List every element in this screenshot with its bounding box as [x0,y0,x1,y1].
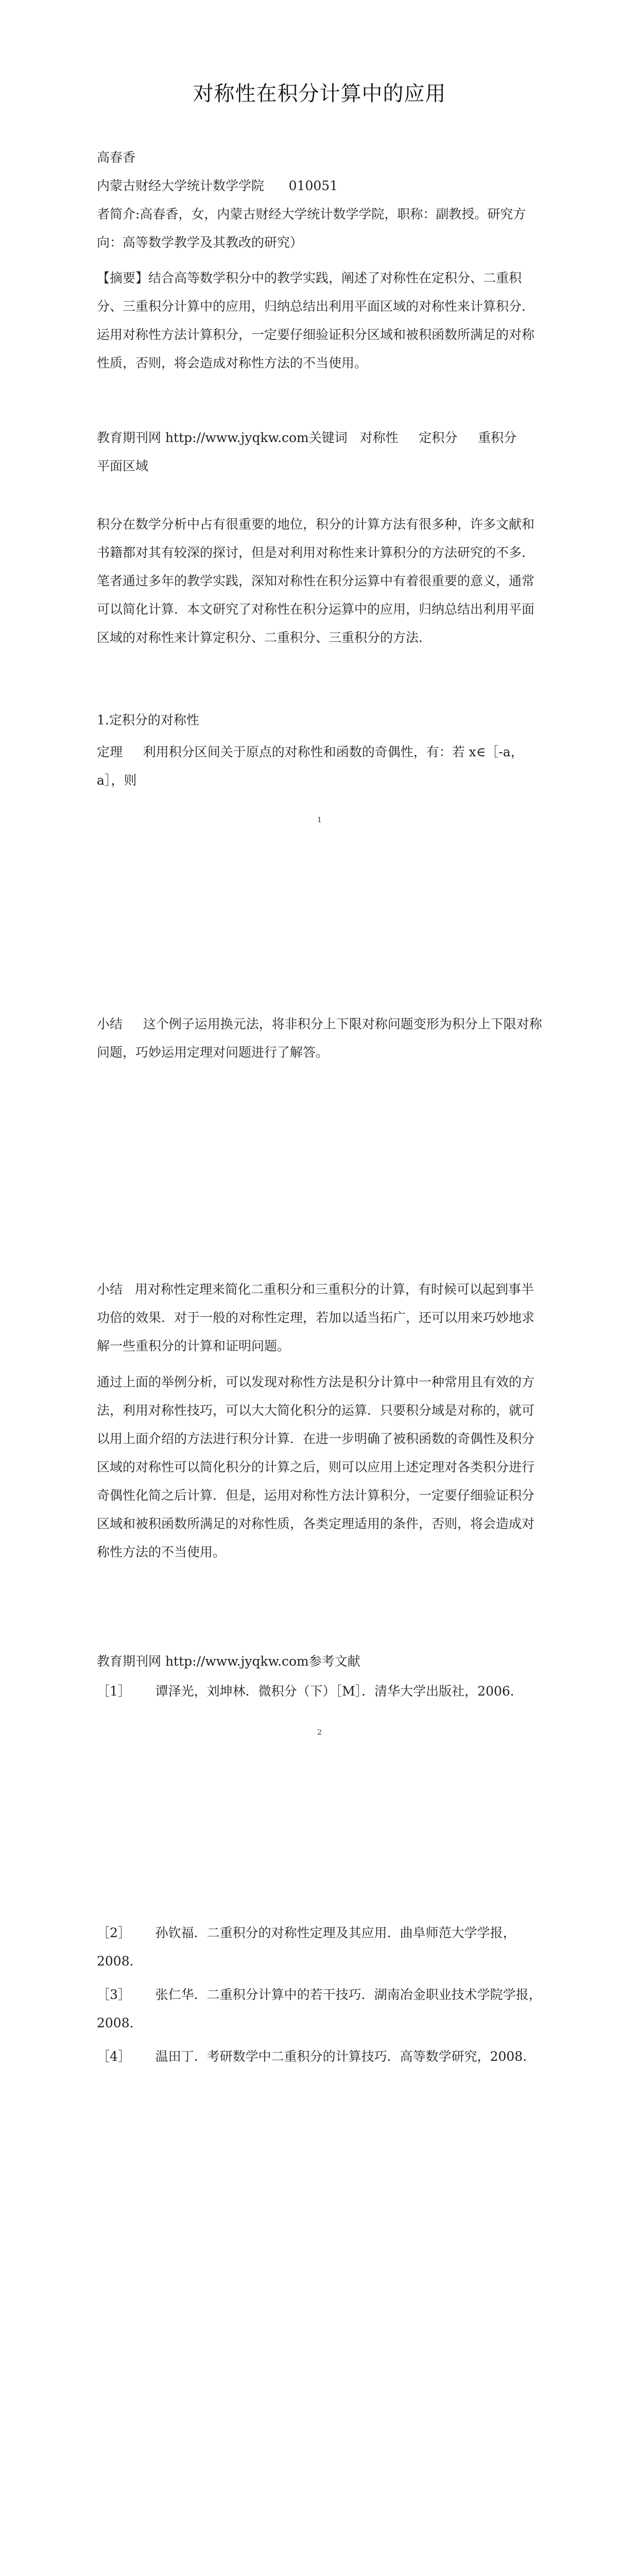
reference-item: ［4］ 温田丁．考研数学中二重积分的计算技巧．高等数学研究，2008． [97,2049,536,2064]
summary-paragraph: 小结 这个例子运用换元法，将非积分上下限对称问题变形为积分上下限对称问题，巧妙运用定理对问题进行了解答。 [97,1016,542,1060]
section-heading: 1.定积分的对称性 [97,713,199,727]
author-affiliation: 内蒙古财经大学统计数学学院 010051 [97,178,338,193]
author-name: 高春香 [97,150,136,165]
page-2 [0,904,639,1808]
page-number: 1 [317,816,322,824]
reference-item: ［2］ 孙钦福．二重积分的对称性定理及其应用．曲阜师范大学学报，2008． [97,1925,516,1969]
conclusion-paragraph: 通过上面的举例分析，可以发现对称性方法是积分计算中一种常用且有效的方法，利用对称性技巧，可以大大简化积分的运算．只要积分域是对称的，就可以用上面介绍的方法进行积分计算．在进一步明确了被积函数的奇偶性及积分区域的对称性可以简化积分的计算之后，则可以应用上述定理对各类积分进行奇偶性化简之后计算．但是，运用对称性方法计算积分，一定要仔细验证积分区域和被积函数所满足的对称性质，各类定理适用的条件，否则，将会造成对称性方法的不当使用。 [97,1375,535,1560]
abstract-paragraph: 【摘要】结合高等数学积分中的教学实践，阐述了对称性在定积分、二重积分、三重积分计算中的应用，归纳总结出利用平面区域的对称性来计算积分． 运用对称性方法计算积分，一定要仔细验证积分区域和被积函数所满足的对称性质，否则，将会造成对称性方法的不当使用。 [97,270,539,370]
reference-item: ［3］ 张仁华．二重积分计算中的若干技巧．湖南冶金职业技术学院学报，2008． [97,1987,542,2030]
theorem-statement: 定理 利用积分区间关于原点的对称性和函数的奇偶性，有：若 x∈［-a，a］，则 [97,744,524,788]
document-title: 对称性在积分计算中的应用 [193,82,446,106]
page-number: 2 [317,1728,322,1737]
summary-paragraph: 小结 用对称性定理来简化二重积分和三重积分的计算，有时候可以起到事半功倍的效果．对于一般的对称性定理，若加以适当拓广，还可以用来巧妙地求解一些重积分的计算和证明问题。 [97,1282,535,1353]
references-heading: 教育期刊网 http://www.jyqkw.com参考文献 [97,1654,360,1669]
author-bio: 者简介:高春香，女，内蒙古财经大学统计数学学院，职称：副教授。研究方向：高等数学教学及其教改的研究） [97,207,526,250]
page-1 [0,0,639,904]
intro-paragraph: 积分在数学分析中占有很重要的地位，积分的计算方法有很多种，许多文献和书籍都对其有较深的探讨，但是对利用对称性来计算积分的方法研究的不多．笔者通过多年的教学实践，深知对称性在积分运算中有着很重要的意义，通常可以简化计算．本文研究了对称性在积分运算中的应用，归纳总结出利用平面区域的对称性来计算定积分、二重积分、三重积分的方法． [97,517,535,645]
keywords-line: 教育期刊网 http://www.jyqkw.com关键词 对称性 定积分 重积分 平面区域 [97,430,537,473]
page-3 [0,1808,639,2576]
reference-item: ［1］ 谭泽光，刘坤林．微积分（下）［M］．清华大学出版社，2006． [97,1684,523,1699]
